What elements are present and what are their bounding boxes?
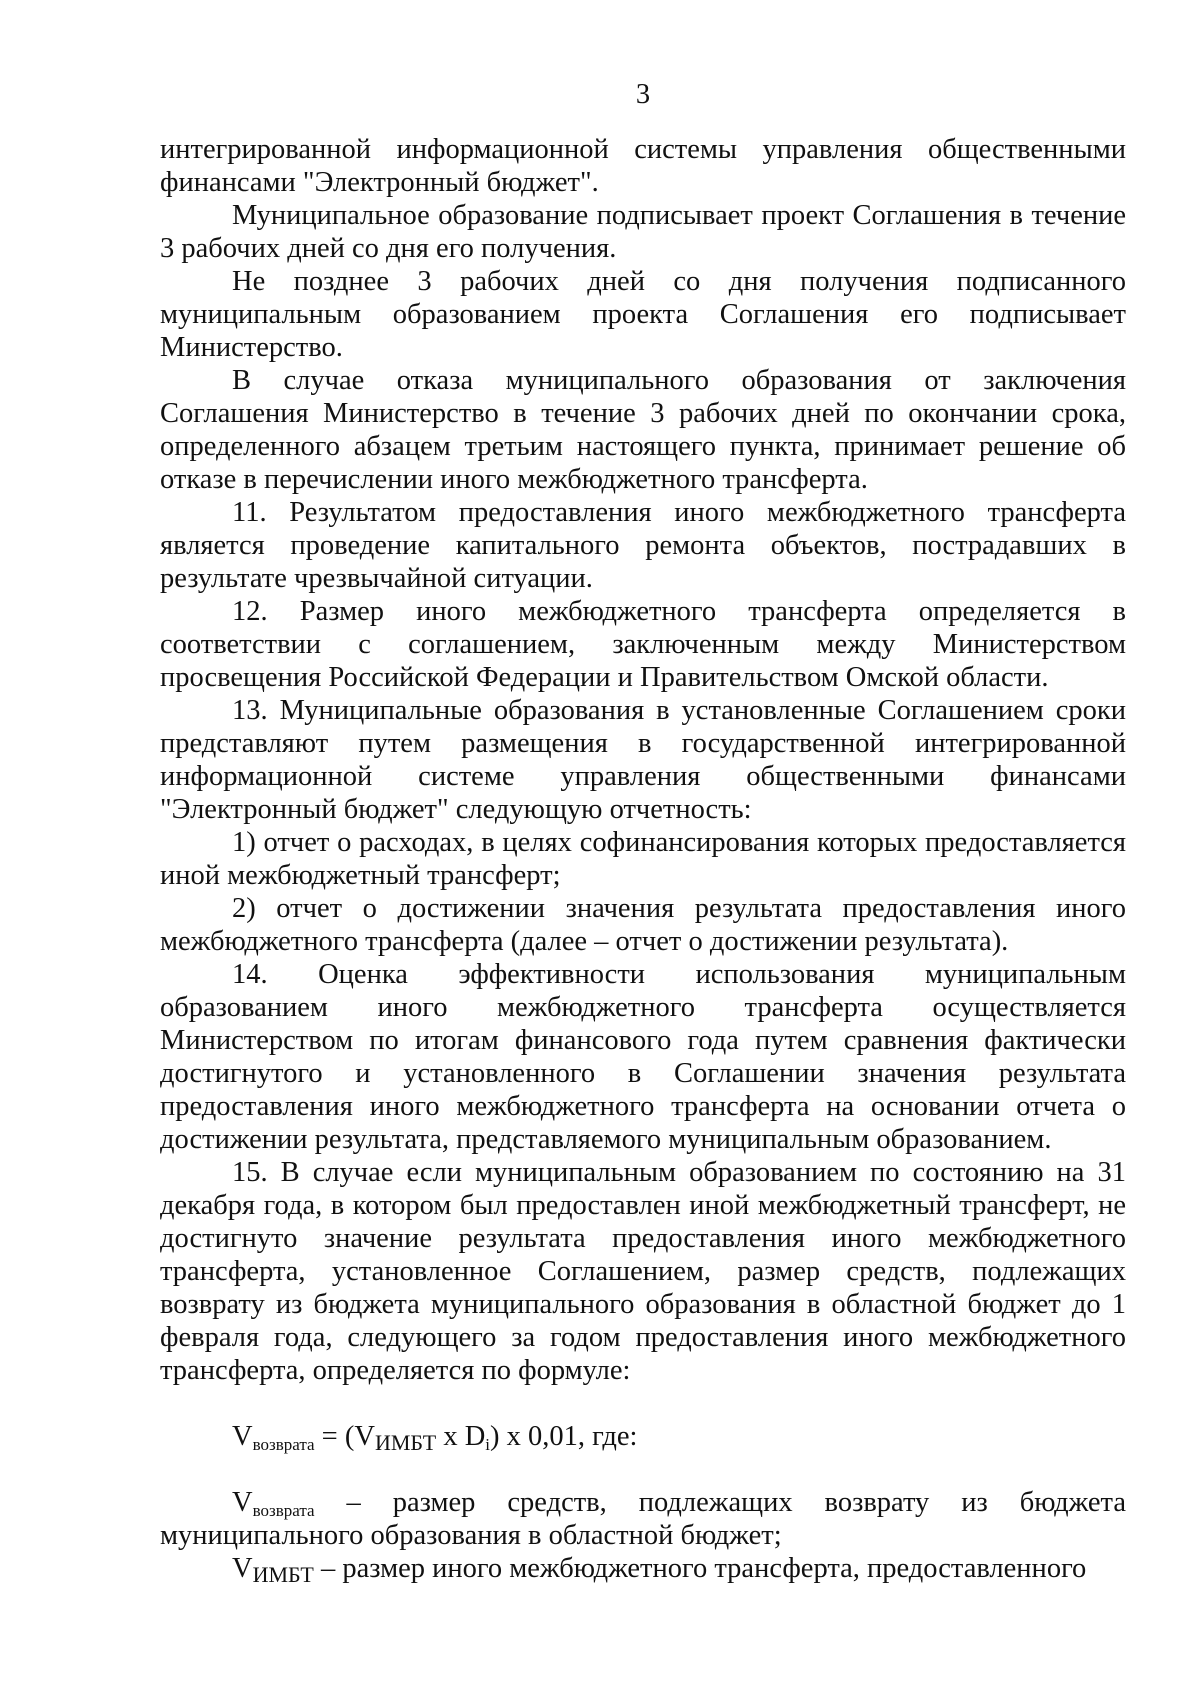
paragraph-ministry-signing: Не позднее 3 рабочих дней со дня получения подписанного муниципальным образованием проекта Соглашения его подписывает Министерство. — [160, 266, 1126, 363]
definition-v-imbt — [160, 1552, 1126, 1585]
paragraph-item-11: 11. Результатом предоставления иного межбюджетного трансферта является проведение капитального ремонта объектов, пострадавших в результате чрезвычайной ситуации. — [160, 497, 1126, 594]
paragraph-refusal: В случае отказа муниципального образования от заключения Соглашения Министерство в течение 3 рабочих дней по окончании срока, определенного абзацем третьим настоящего пункта, принимает решение об отказе в перечислении иного межбюджетного трансферта. — [160, 365, 1126, 495]
formula-sub-imbt: ИМБТ — [374, 1430, 437, 1455]
definition-v-imbt-symbol: V — [232, 1553, 253, 1584]
return-formula — [160, 1420, 1126, 1453]
document-body — [160, 133, 1126, 1585]
formula-mid: x D — [436, 1421, 486, 1452]
paragraph-signing: Муниципальное образование подписывает проект Соглашения в течение 3 рабочих дней со дня его получения. — [160, 200, 1126, 264]
definition-v-return-symbol: V — [232, 1487, 253, 1518]
paragraph-item-14: 14. Оценка эффективности использования муниципальным образованием иного межбюджетного трансферта осуществляется Министерством по итогам финансового года путем сравнения фактически достигнутого и установленного в Соглашении значения результата предоставления иного межбюджетного трансферта на основании отчета о достижении результата, представляемого муниципальным образованием. — [160, 959, 1126, 1155]
paragraph-item-12: 12. Размер иного межбюджетного трансферта определяется в соответствии с соглашением, заключенным между Министерством просвещения Российской Федерации и Правительством Омской области. — [160, 596, 1126, 693]
definition-v-return-sub: возврата — [252, 1501, 315, 1520]
paragraph-item-13: 13. Муниципальные образования в установленные Соглашением сроки представляют путем размещения в государственной интегрированной информационной системе управления общественными финансами "Электронный бюджет" следующую отчетность: — [160, 695, 1126, 825]
paragraph-item-15: 15. В случае если муниципальным образованием по состоянию на 31 декабря года, в котором был предоставлен иной межбюджетный трансферт, не достигнуто значение результата предоставления иного межбюджетного трансферта, установленное Соглашением, размер средств, подлежащих возврату из бюджета муниципального образования в областной бюджет до 1 февраля года, следующего за годом предоставления иного межбюджетного трансферта, определяется по формуле: — [160, 1157, 1126, 1386]
paragraph-report-1: 1) отчет о расходах, в целях софинансирования которых предоставляется иной межбюджетный трансферт; — [160, 827, 1126, 891]
definition-v-return — [160, 1486, 1126, 1552]
formula-v: V — [232, 1421, 253, 1452]
formula-sub-return: возврата — [252, 1435, 315, 1454]
formula-eq-open: = (V — [314, 1421, 375, 1452]
page-number: 3 — [635, 79, 651, 110]
paragraph-report-2: 2) отчет о достижении значения результата предоставления иного межбюджетного трансферта (далее – отчет о достижении результата). — [160, 893, 1126, 957]
formula-tail: ) x 0,01, где: — [490, 1421, 638, 1452]
paragraph-continuation: интегрированной информационной системы управления общественными финансами "Электронный бюджет". — [160, 134, 1126, 198]
definition-v-imbt-text: – размер иного межбюджетного трансферта, предоставленного — [313, 1553, 1087, 1584]
formula-sub-i: i — [485, 1435, 491, 1454]
definition-v-imbt-sub: ИМБТ — [252, 1562, 314, 1587]
definition-v-return-text: – размер средств, подлежащих возврату из бюджета муниципального образования в областной бюджет; — [160, 1487, 1126, 1551]
